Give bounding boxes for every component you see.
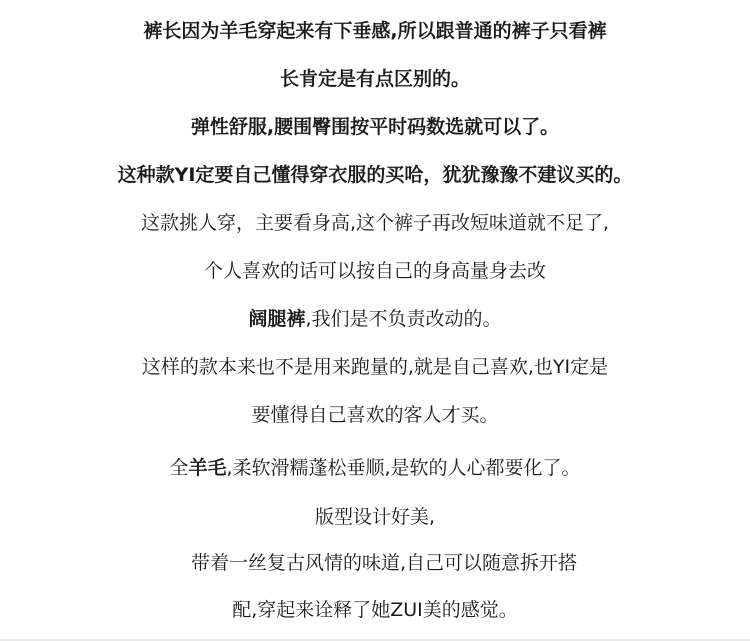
wool-term: 羊毛 [188,457,227,479]
text-line-material-1-rest: ,柔软滑糯蓬松垂顺,是软的人心都要化了。 [226,457,581,479]
text-line-material-1 [0,455,750,481]
text-line-material-3: 带着一丝复古风情的味道,自己可以随意拆开搭 [190,552,578,574]
text-line-material-1-prefix: 全 [169,457,189,479]
text-line-trouser-length-2: 长肯定是有点区别的。 [279,68,470,90]
text-line-trouser-length-1: 裤长因为羊毛穿起来有下垂感,所以跟普通的裤子只看裤 [143,20,607,42]
text-line-sizing-advice: 弹性舒服,腰围臀围按平时码数选就可以了。 [190,116,560,138]
text-line-material-4: 配,穿起来诠释了她ZUI美的感觉。 [232,599,518,621]
text-line-fit-note-3 [0,306,750,332]
text-line-fit-note-3-rest: ,我们是不负责改动的。 [305,308,502,330]
text-line-fit-note-1: 这款挑人穿，主要看身高,这个裤子再改短味道就不足了, [140,212,610,234]
text-line-material-2: 版型设计好美, [314,506,436,528]
text-line-style-note-2: 要懂得自己喜欢的客人才买。 [251,404,499,426]
text-line-fit-note-2: 个人喜欢的话可以按自己的身高量身去改 [203,260,546,282]
text-line-style-note-1: 这样的款本来也不是用来跑量的,就是自己喜欢,也YI定是 [141,356,609,378]
wide-leg-pants-term: 阔腿裤 [248,308,306,330]
text-line-buyer-warning: 这种款YI定要自己懂得穿衣服的买哈，犹犹豫豫不建议买的。 [117,164,633,186]
